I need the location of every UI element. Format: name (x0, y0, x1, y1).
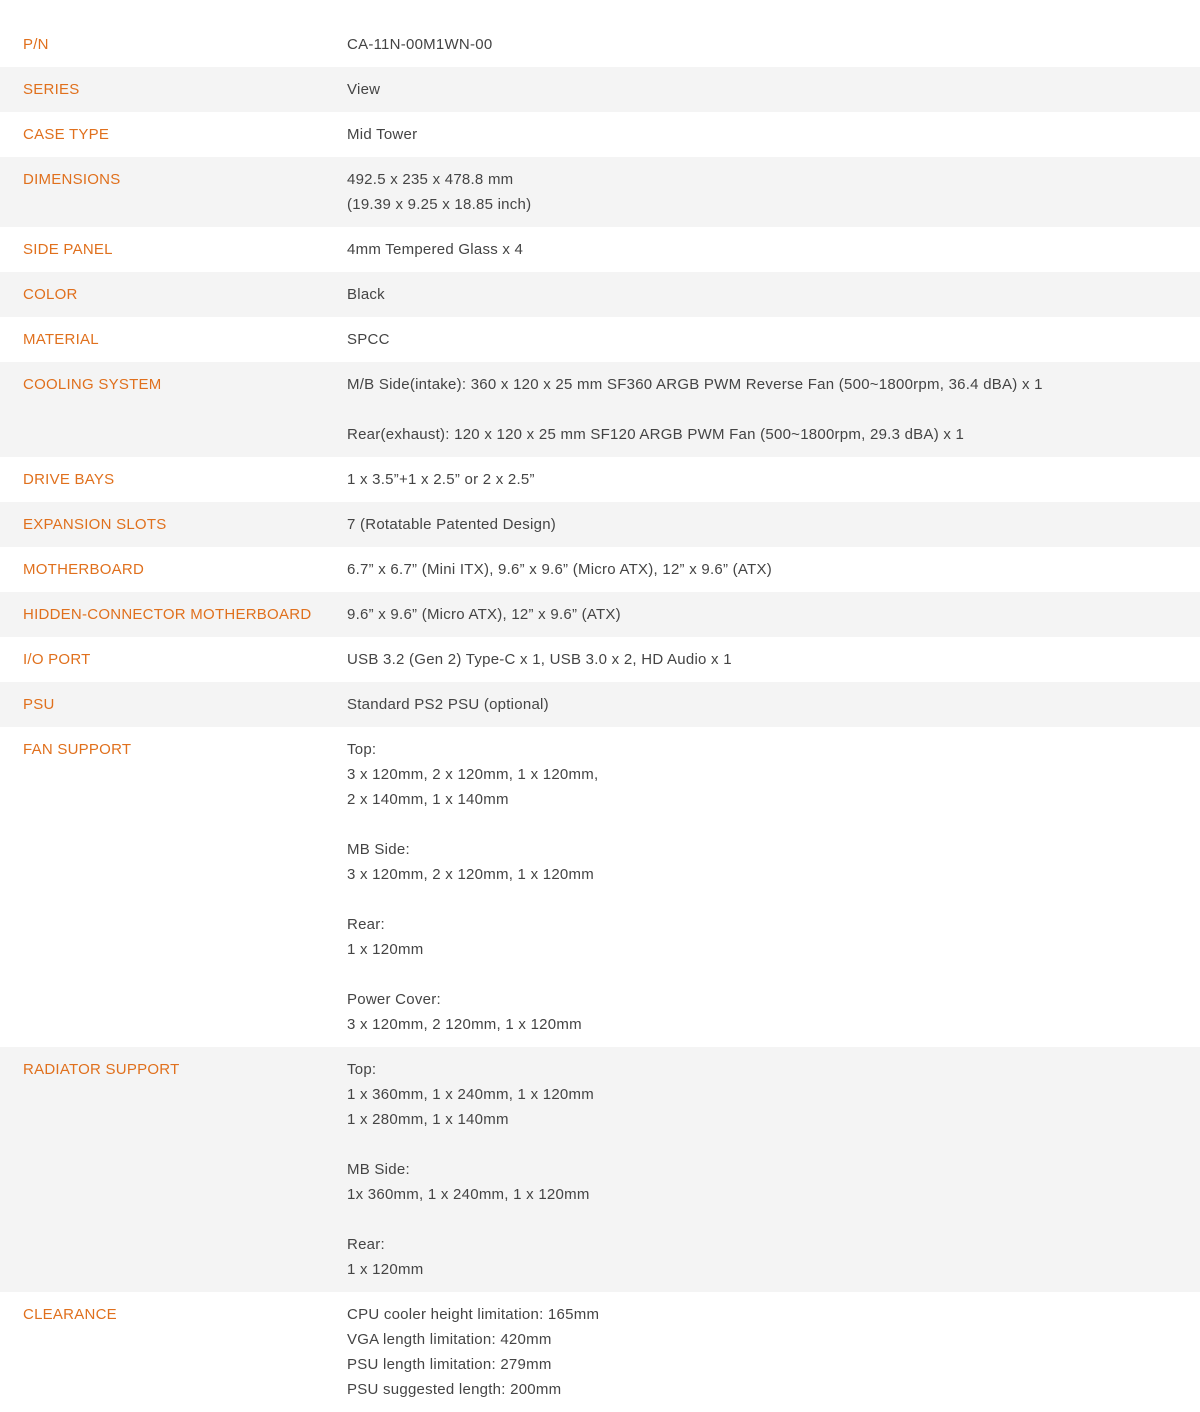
spec-value-line (347, 1207, 1200, 1232)
spec-value-line: View (347, 81, 381, 98)
spec-value-line: 3 x 120mm, 2 x 120mm, 1 x 120mm, (347, 766, 599, 783)
spec-value (347, 237, 1200, 262)
spec-value-line: MB Side: (347, 841, 410, 858)
spec-value (347, 737, 1200, 1037)
spec-value (347, 372, 1200, 447)
spec-value-line: SPCC (347, 331, 390, 348)
spec-value-line: CPU cooler height limitation: 165mm (347, 1306, 600, 1323)
spec-value (347, 327, 1200, 352)
spec-value (347, 467, 1200, 492)
spec-label: PSU (23, 696, 55, 713)
spec-row (0, 272, 1200, 317)
spec-label: CLEARANCE (23, 1306, 117, 1323)
spec-row (0, 112, 1200, 157)
spec-value-line: USB 3.2 (Gen 2) Type-C x 1, USB 3.0 x 2, HD Audio x 1 (347, 651, 732, 668)
spec-value-line (347, 887, 1200, 912)
spec-value-line: Top: (347, 741, 377, 758)
spec-value-line: Standard PS2 PSU (optional) (347, 696, 549, 713)
spec-label: DRIVE BAYS (23, 471, 115, 488)
spec-label: FAN SUPPORT (23, 741, 132, 758)
spec-label: I/O PORT (23, 651, 91, 668)
spec-value-line: 1 x 280mm, 1 x 140mm (347, 1111, 509, 1128)
spec-value-line: 1 x 360mm, 1 x 240mm, 1 x 120mm (347, 1086, 595, 1103)
spec-value-line: Rear(exhaust): 120 x 120 x 25 mm SF120 ARGB PWM Fan (500~1800rpm, 29.3 dBA) x 1 (347, 426, 965, 443)
spec-value-line (347, 812, 1200, 837)
spec-label: MATERIAL (23, 331, 99, 348)
spec-value (347, 122, 1200, 147)
spec-row (0, 22, 1200, 67)
spec-value (347, 1057, 1200, 1282)
spec-label: CASE TYPE (23, 126, 110, 143)
spec-value (347, 167, 1200, 217)
spec-value-line: MB Side: (347, 1161, 410, 1178)
spec-row (0, 317, 1200, 362)
spec-value (347, 692, 1200, 717)
spec-value-line: Top: (347, 1061, 377, 1078)
spec-row (0, 1047, 1200, 1292)
spec-value (347, 557, 1200, 582)
spec-label: P/N (23, 36, 49, 53)
spec-value-line: 6.7” x 6.7” (Mini ITX), 9.6” x 9.6” (Micro ATX), 12” x 9.6” (ATX) (347, 561, 772, 578)
spec-value (347, 602, 1200, 627)
spec-value (347, 32, 1200, 57)
spec-label: COLOR (23, 286, 78, 303)
spec-label: DIMENSIONS (23, 171, 121, 188)
spec-value-line: 1 x 3.5”+1 x 2.5” or 2 x 2.5” (347, 471, 535, 488)
spec-value-line: 3 x 120mm, 2 120mm, 1 x 120mm (347, 1016, 582, 1033)
spec-value-line (347, 1132, 1200, 1157)
spec-value-line: 492.5 x 235 x 478.8 mm (347, 171, 514, 188)
spec-row (0, 157, 1200, 227)
spec-row (0, 227, 1200, 272)
spec-row (0, 547, 1200, 592)
spec-label: HIDDEN-CONNECTOR MOTHERBOARD (23, 606, 312, 623)
spec-value-line (347, 397, 1200, 422)
spec-row (0, 637, 1200, 682)
spec-value-line: 1 x 120mm (347, 941, 424, 958)
spec-row (0, 592, 1200, 637)
spec-label: EXPANSION SLOTS (23, 516, 167, 533)
spec-value-line: 3 x 120mm, 2 x 120mm, 1 x 120mm (347, 866, 595, 883)
spec-value-line: Black (347, 286, 385, 303)
spec-value-line: VGA length limitation: 420mm (347, 1331, 552, 1348)
spec-value-line: M/B Side(intake): 360 x 120 x 25 mm SF360 ARGB PWM Reverse Fan (500~1800rpm, 36.4 dBA) x 1 (347, 376, 1043, 393)
spec-value-line: 1x 360mm, 1 x 240mm, 1 x 120mm (347, 1186, 590, 1203)
spec-value-line: Rear: (347, 916, 385, 933)
spec-label: COOLING SYSTEM (23, 376, 162, 393)
spec-value-line: CA-11N-00M1WN-00 (347, 36, 493, 53)
spec-value-line: 7 (Rotatable Patented Design) (347, 516, 557, 533)
spec-label: MOTHERBOARD (23, 561, 145, 578)
spec-label: SERIES (23, 81, 80, 98)
spec-row (0, 362, 1200, 457)
spec-value (347, 512, 1200, 537)
spec-value (347, 77, 1200, 102)
spec-row (0, 457, 1200, 502)
spec-value-line: 9.6” x 9.6” (Micro ATX), 12” x 9.6” (ATX) (347, 606, 621, 623)
spec-value-line: 2 x 140mm, 1 x 140mm (347, 791, 509, 808)
spec-value-line: 4mm Tempered Glass x 4 (347, 241, 524, 258)
spec-value (347, 282, 1200, 307)
spec-value (347, 647, 1200, 672)
spec-value-line: Rear: (347, 1236, 385, 1253)
spec-value (347, 1302, 1200, 1402)
spec-value-line (347, 962, 1200, 987)
spec-label: RADIATOR SUPPORT (23, 1061, 180, 1078)
spec-label: SIDE PANEL (23, 241, 113, 258)
spec-value-line: PSU length limitation: 279mm (347, 1356, 552, 1373)
spec-value-line: Power Cover: (347, 991, 441, 1008)
spec-row (0, 67, 1200, 112)
spec-value-line: 1 x 120mm (347, 1261, 424, 1278)
spec-row (0, 727, 1200, 1047)
spec-value-line: PSU suggested length: 200mm (347, 1381, 562, 1398)
spec-row (0, 502, 1200, 547)
spec-value-line: Mid Tower (347, 126, 418, 143)
spec-row (0, 1292, 1200, 1412)
spec-value-line: (19.39 x 9.25 x 18.85 inch) (347, 196, 532, 213)
spec-row (0, 682, 1200, 727)
